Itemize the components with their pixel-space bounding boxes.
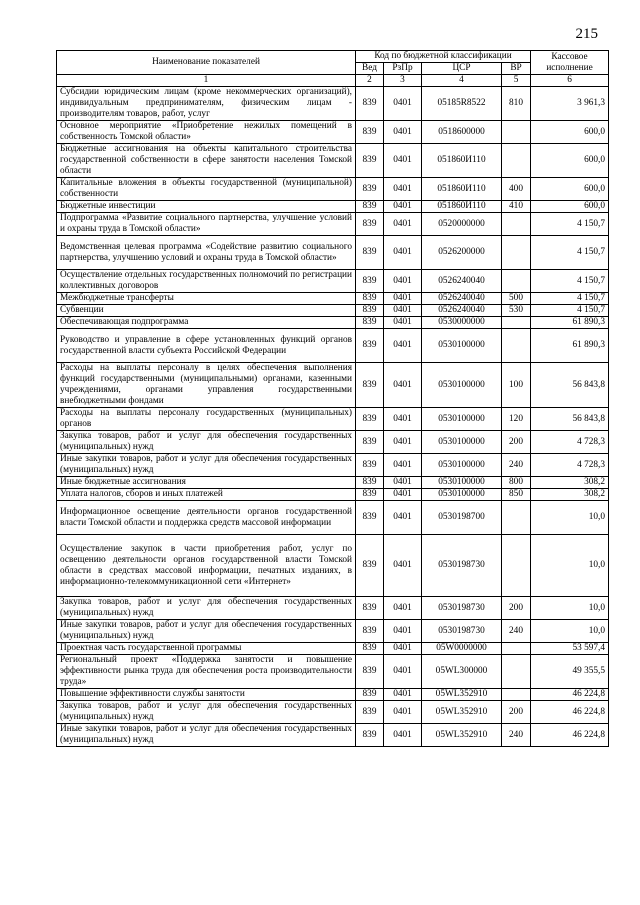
- row-vr: 400: [502, 178, 531, 201]
- row-csr: 0530000000: [422, 317, 502, 329]
- row-amount: 600,0: [531, 144, 609, 178]
- row-ved: 839: [356, 535, 384, 597]
- row-amount: 4 150,7: [531, 293, 609, 305]
- header-vr: ВР: [502, 63, 531, 75]
- row-vr: 200: [502, 597, 531, 620]
- column-number: 3: [384, 75, 422, 87]
- row-name: Бюджетные ассигнования на объекты капитального строительства государственной собственности в сфере занятости населения Томской области: [57, 144, 356, 178]
- table-row: [57, 178, 609, 201]
- row-vr: 800: [502, 477, 531, 489]
- row-ved: 839: [356, 317, 384, 329]
- row-amount: 10,0: [531, 535, 609, 597]
- row-vr: 240: [502, 620, 531, 643]
- row-csr: 051860И110: [422, 178, 502, 201]
- row-name: Повышение эффективности службы занятости: [57, 689, 356, 701]
- row-amount: 53 597,4: [531, 643, 609, 655]
- row-csr: 0526240040: [422, 270, 502, 293]
- row-rzpr: 0401: [384, 535, 422, 597]
- row-name: Межбюджетные трансферты: [57, 293, 356, 305]
- row-amount: 56 843,8: [531, 408, 609, 431]
- table-row: [57, 329, 609, 363]
- row-vr: [502, 317, 531, 329]
- row-vr: 810: [502, 87, 531, 121]
- row-csr: 0530198730: [422, 597, 502, 620]
- row-ved: 839: [356, 701, 384, 724]
- column-number: 6: [531, 75, 609, 87]
- row-csr: 051860И110: [422, 144, 502, 178]
- row-name: Субвенции: [57, 305, 356, 317]
- row-amount: 10,0: [531, 620, 609, 643]
- row-name: Обеспечивающая подпрограмма: [57, 317, 356, 329]
- row-ved: 839: [356, 643, 384, 655]
- row-csr: 0530198730: [422, 620, 502, 643]
- row-name: Проектная часть государственной программы: [57, 643, 356, 655]
- table-row: [57, 643, 609, 655]
- table-row: [57, 597, 609, 620]
- row-rzpr: 0401: [384, 655, 422, 689]
- row-amount: 10,0: [531, 501, 609, 535]
- row-name: Субсидии юридическим лицам (кроме некоммерческих организаций), индивидуальным предпринимателям, физическим лицам - производителям товаров, работ, услуг: [57, 87, 356, 121]
- row-name: Капитальные вложения в объекты государственной (муниципальной) собственности: [57, 178, 356, 201]
- row-vr: [502, 144, 531, 178]
- table-row: [57, 655, 609, 689]
- table-row: [57, 701, 609, 724]
- row-rzpr: 0401: [384, 178, 422, 201]
- row-ved: 839: [356, 178, 384, 201]
- row-ved: 839: [356, 489, 384, 501]
- row-rzpr: 0401: [384, 213, 422, 236]
- header-ved: Вед: [356, 63, 384, 75]
- table-row: [57, 535, 609, 597]
- row-name: Расходы на выплаты персоналу в целях обеспечения выполнения функций государственными (муниципальными) органами, казенными учреждениями, органами управления государственными внебюджетными фондами: [57, 363, 356, 408]
- table-row: [57, 270, 609, 293]
- row-ved: 839: [356, 597, 384, 620]
- row-amount: 600,0: [531, 201, 609, 213]
- row-ved: 839: [356, 293, 384, 305]
- row-ved: 839: [356, 121, 384, 144]
- row-name: Иные закупки товаров, работ и услуг для обеспечения государственных (муниципальных) нужд: [57, 454, 356, 477]
- row-rzpr: 0401: [384, 317, 422, 329]
- table-row: [57, 305, 609, 317]
- table-row: [57, 87, 609, 121]
- row-csr: 05W0000000: [422, 643, 502, 655]
- column-number: 2: [356, 75, 384, 87]
- row-vr: [502, 655, 531, 689]
- row-rzpr: 0401: [384, 431, 422, 454]
- row-name: Иные закупки товаров, работ и услуг для обеспечения государственных (муниципальных) нужд: [57, 620, 356, 643]
- row-vr: 410: [502, 201, 531, 213]
- row-name: Подпрограмма «Развитие социального партнерства, улучшение условий и охраны труда в Томской области»: [57, 213, 356, 236]
- row-name: Осуществление отдельных государственных полномочий по регистрации коллективных договоров: [57, 270, 356, 293]
- row-ved: 839: [356, 501, 384, 535]
- row-rzpr: 0401: [384, 201, 422, 213]
- row-rzpr: 0401: [384, 236, 422, 270]
- row-ved: 839: [356, 689, 384, 701]
- row-amount: 4 150,7: [531, 236, 609, 270]
- header-rzpr: РзПр: [384, 63, 422, 75]
- table-row: [57, 236, 609, 270]
- row-ved: 839: [356, 236, 384, 270]
- row-amount: 10,0: [531, 597, 609, 620]
- row-rzpr: 0401: [384, 293, 422, 305]
- table-row: [57, 293, 609, 305]
- row-rzpr: 0401: [384, 701, 422, 724]
- row-ved: 839: [356, 270, 384, 293]
- row-vr: [502, 121, 531, 144]
- table-row: [57, 501, 609, 535]
- row-ved: 839: [356, 144, 384, 178]
- row-rzpr: 0401: [384, 620, 422, 643]
- table-row: [57, 201, 609, 213]
- row-name: Уплата налогов, сборов и иных платежей: [57, 489, 356, 501]
- row-rzpr: 0401: [384, 643, 422, 655]
- row-rzpr: 0401: [384, 501, 422, 535]
- row-name: Ведомственная целевая программа «Содействие развитию социального партнерства, улучшению условий и охраны труда в Томской области»: [57, 236, 356, 270]
- row-vr: 200: [502, 701, 531, 724]
- row-amount: 46 224,8: [531, 701, 609, 724]
- row-name: Закупка товаров, работ и услуг для обеспечения государственных (муниципальных) нужд: [57, 431, 356, 454]
- row-ved: 839: [356, 87, 384, 121]
- table-row: [57, 363, 609, 408]
- table-row: [57, 431, 609, 454]
- row-rzpr: 0401: [384, 305, 422, 317]
- row-vr: 850: [502, 489, 531, 501]
- row-vr: 120: [502, 408, 531, 431]
- row-csr: 0526240040: [422, 293, 502, 305]
- row-name: Осуществление закупок в части приобретения работ, услуг по освещению деятельности органов государственной власти Томской области в средствах массовой информации, печатных изданиях, в информационно-телекоммуникационной сети «Интернет»: [57, 535, 356, 597]
- row-csr: 0530100000: [422, 408, 502, 431]
- table-row: [57, 724, 609, 747]
- table-row: [57, 317, 609, 329]
- row-csr: 0518600000: [422, 121, 502, 144]
- row-csr: 0526240040: [422, 305, 502, 317]
- row-vr: [502, 236, 531, 270]
- row-amount: 600,0: [531, 178, 609, 201]
- row-amount: 308,2: [531, 477, 609, 489]
- row-name: Закупка товаров, работ и услуг для обеспечения государственных (муниципальных) нужд: [57, 701, 356, 724]
- table-row: [57, 121, 609, 144]
- row-rzpr: 0401: [384, 408, 422, 431]
- row-vr: [502, 643, 531, 655]
- column-number: 1: [57, 75, 356, 87]
- table-row: [57, 689, 609, 701]
- row-name: Основное мероприятие «Приобретение нежилых помещений в собственность Томской области»: [57, 121, 356, 144]
- row-name: Расходы на выплаты персоналу государственных (муниципальных) органов: [57, 408, 356, 431]
- row-rzpr: 0401: [384, 121, 422, 144]
- row-ved: 839: [356, 305, 384, 317]
- row-ved: 839: [356, 213, 384, 236]
- row-vr: [502, 213, 531, 236]
- row-csr: 05WL352910: [422, 689, 502, 701]
- table-row: [57, 213, 609, 236]
- row-csr: 05WL352910: [422, 724, 502, 747]
- row-ved: 839: [356, 329, 384, 363]
- row-ved: 839: [356, 408, 384, 431]
- row-ved: 839: [356, 201, 384, 213]
- row-csr: 0530198700: [422, 501, 502, 535]
- table-row: [57, 489, 609, 501]
- row-name: Бюджетные инвестиции: [57, 201, 356, 213]
- row-csr: 0530100000: [422, 454, 502, 477]
- row-vr: 530: [502, 305, 531, 317]
- row-vr: 240: [502, 454, 531, 477]
- row-name: Закупка товаров, работ и услуг для обеспечения государственных (муниципальных) нужд: [57, 597, 356, 620]
- row-rzpr: 0401: [384, 144, 422, 178]
- row-csr: 051860И110: [422, 201, 502, 213]
- row-vr: [502, 270, 531, 293]
- row-ved: 839: [356, 363, 384, 408]
- row-rzpr: 0401: [384, 689, 422, 701]
- row-name: Иные закупки товаров, работ и услуг для обеспечения государственных (муниципальных) нужд: [57, 724, 356, 747]
- row-amount: 600,0: [531, 121, 609, 144]
- row-amount: 61 890,3: [531, 317, 609, 329]
- row-ved: 839: [356, 724, 384, 747]
- row-csr: 0530100000: [422, 431, 502, 454]
- row-vr: 500: [502, 293, 531, 305]
- row-rzpr: 0401: [384, 329, 422, 363]
- table-row: [57, 144, 609, 178]
- row-csr: 05WL300000: [422, 655, 502, 689]
- row-amount: 4 150,7: [531, 305, 609, 317]
- row-amount: 46 224,8: [531, 724, 609, 747]
- row-rzpr: 0401: [384, 87, 422, 121]
- row-amount: 308,2: [531, 489, 609, 501]
- row-vr: [502, 535, 531, 597]
- row-rzpr: 0401: [384, 270, 422, 293]
- row-amount: 4 728,3: [531, 454, 609, 477]
- row-csr: 0530198730: [422, 535, 502, 597]
- header-name: Наименование показателей: [57, 51, 356, 75]
- header-csr: ЦСР: [422, 63, 502, 75]
- row-amount: 56 843,8: [531, 363, 609, 408]
- row-csr: 0530100000: [422, 329, 502, 363]
- row-vr: [502, 329, 531, 363]
- row-csr: 0526200000: [422, 236, 502, 270]
- row-vr: [502, 501, 531, 535]
- row-ved: 839: [356, 477, 384, 489]
- row-ved: 839: [356, 655, 384, 689]
- row-ved: 839: [356, 620, 384, 643]
- column-number: 5: [502, 75, 531, 87]
- row-amount: 4 150,7: [531, 213, 609, 236]
- row-csr: 05WL352910: [422, 701, 502, 724]
- row-vr: 240: [502, 724, 531, 747]
- row-amount: 3 961,3: [531, 87, 609, 121]
- budget-table: [56, 50, 609, 747]
- table-row: [57, 620, 609, 643]
- table-row: [57, 408, 609, 431]
- row-vr: 100: [502, 363, 531, 408]
- page-number: 215: [575, 26, 598, 42]
- header-execution: Кассовое исполнение: [531, 51, 609, 75]
- row-name: Иные бюджетные ассигнования: [57, 477, 356, 489]
- row-name: Региональный проект «Поддержка занятости и повышение эффективности рынка труда для обеспечения роста производительности труда»: [57, 655, 356, 689]
- row-csr: 0530100000: [422, 363, 502, 408]
- row-amount: 46 224,8: [531, 689, 609, 701]
- row-name: Руководство и управление в сфере установленных функций органов государственной власти субъекта Российской Федерации: [57, 329, 356, 363]
- row-amount: 4 150,7: [531, 270, 609, 293]
- row-vr: 200: [502, 431, 531, 454]
- row-rzpr: 0401: [384, 724, 422, 747]
- row-csr: 0530100000: [422, 477, 502, 489]
- table-row: [57, 454, 609, 477]
- row-amount: 61 890,3: [531, 329, 609, 363]
- row-vr: [502, 689, 531, 701]
- row-csr: 0530100000: [422, 489, 502, 501]
- row-name: Информационное освещение деятельности органов государственной власти Томской области и поддержка средств массовой информации: [57, 501, 356, 535]
- row-csr: 05185R8522: [422, 87, 502, 121]
- row-amount: 49 355,5: [531, 655, 609, 689]
- row-ved: 839: [356, 454, 384, 477]
- table-body: [57, 87, 609, 747]
- row-rzpr: 0401: [384, 363, 422, 408]
- row-rzpr: 0401: [384, 477, 422, 489]
- row-rzpr: 0401: [384, 454, 422, 477]
- table-row: [57, 477, 609, 489]
- row-csr: 0520000000: [422, 213, 502, 236]
- column-number: 4: [422, 75, 502, 87]
- row-ved: 839: [356, 431, 384, 454]
- row-rzpr: 0401: [384, 597, 422, 620]
- row-rzpr: 0401: [384, 489, 422, 501]
- header-code-group: Код по бюджетной классификации: [356, 51, 531, 63]
- row-amount: 4 728,3: [531, 431, 609, 454]
